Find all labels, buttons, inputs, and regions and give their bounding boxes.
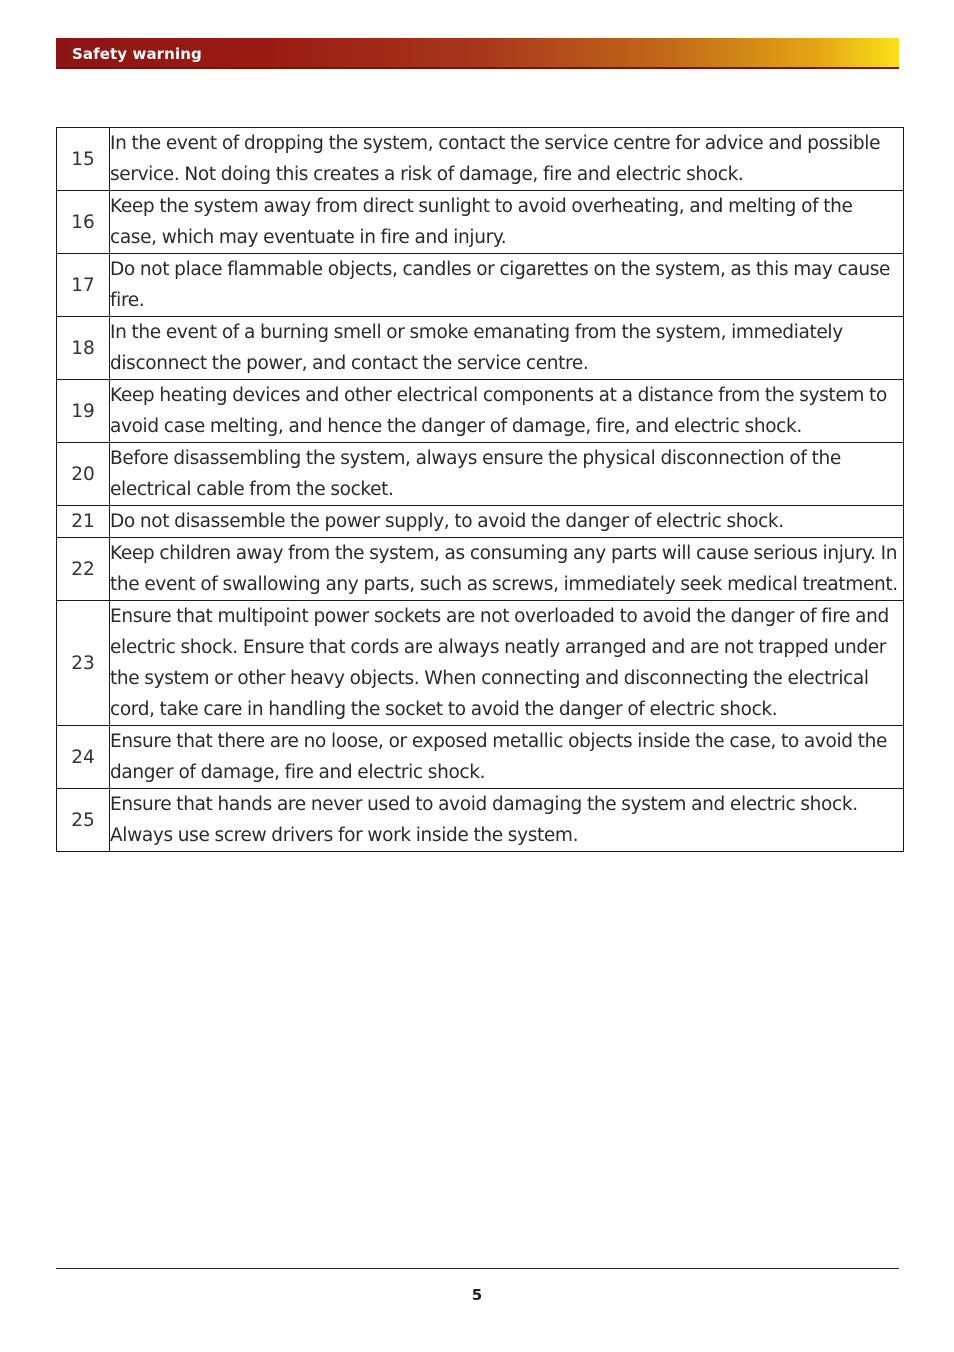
warning-number: 16 [57, 191, 110, 254]
section-title: Safety warning [72, 45, 202, 63]
warning-number: 17 [57, 254, 110, 317]
header-bar [56, 38, 899, 69]
warning-text: Ensure that multipoint power sockets are not overloaded to avoid the danger of fire and electric shock. Ensure that cords are always neatly arranged and are not trapped under the system or other heavy objects. When connecting and disconnecting the electrical cord, take care in handling the socket to avoid the danger of electric shock. [110, 601, 904, 726]
table-row [57, 128, 904, 191]
warning-text: Ensure that hands are never used to avoid damaging the system and electric shock. Always use screw drivers for work inside the system. [110, 789, 904, 852]
warning-number: 20 [57, 443, 110, 506]
warning-text: Keep children away from the system, as consuming any parts will cause serious injury. In the event of swallowing any parts, such as screws, immediately seek medical treatment. [110, 538, 904, 601]
safety-warnings-table [56, 127, 904, 852]
warning-text: Keep heating devices and other electrical components at a distance from the system to avoid case melting, and hence the danger of damage, fire, and electric shock. [110, 380, 904, 443]
warning-text: Do not disassemble the power supply, to avoid the danger of electric shock. [110, 506, 904, 538]
warning-number: 25 [57, 789, 110, 852]
warning-text: In the event of dropping the system, contact the service centre for advice and possible service. Not doing this creates a risk of damage, fire and electric shock. [110, 128, 904, 191]
table-row [57, 317, 904, 380]
warning-number: 15 [57, 128, 110, 191]
page-number: 5 [471, 1286, 483, 1304]
warning-text: Before disassembling the system, always ensure the physical disconnection of the electrical cable from the socket. [110, 443, 904, 506]
warning-number: 21 [57, 506, 110, 538]
table-row [57, 443, 904, 506]
warning-text: Keep the system away from direct sunlight to avoid overheating, and melting of the case, which may eventuate in fire and injury. [110, 191, 904, 254]
warning-text: In the event of a burning smell or smoke emanating from the system, immediately disconnect the power, and contact the service centre. [110, 317, 904, 380]
warning-text: Do not place flammable objects, candles or cigarettes on the system, as this may cause fire. [110, 254, 904, 317]
table-row [57, 726, 904, 789]
table-row [57, 506, 904, 538]
table-row [57, 601, 904, 726]
warning-text: Ensure that there are no loose, or exposed metallic objects inside the case, to avoid the danger of damage, fire and electric shock. [110, 726, 904, 789]
table-row [57, 538, 904, 601]
warning-number: 19 [57, 380, 110, 443]
footer-divider [56, 1268, 899, 1269]
warning-number: 24 [57, 726, 110, 789]
table-row [57, 254, 904, 317]
warning-number: 22 [57, 538, 110, 601]
warning-number: 23 [57, 601, 110, 726]
warning-number: 18 [57, 317, 110, 380]
table-row [57, 789, 904, 852]
table-row [57, 191, 904, 254]
table-row [57, 380, 904, 443]
